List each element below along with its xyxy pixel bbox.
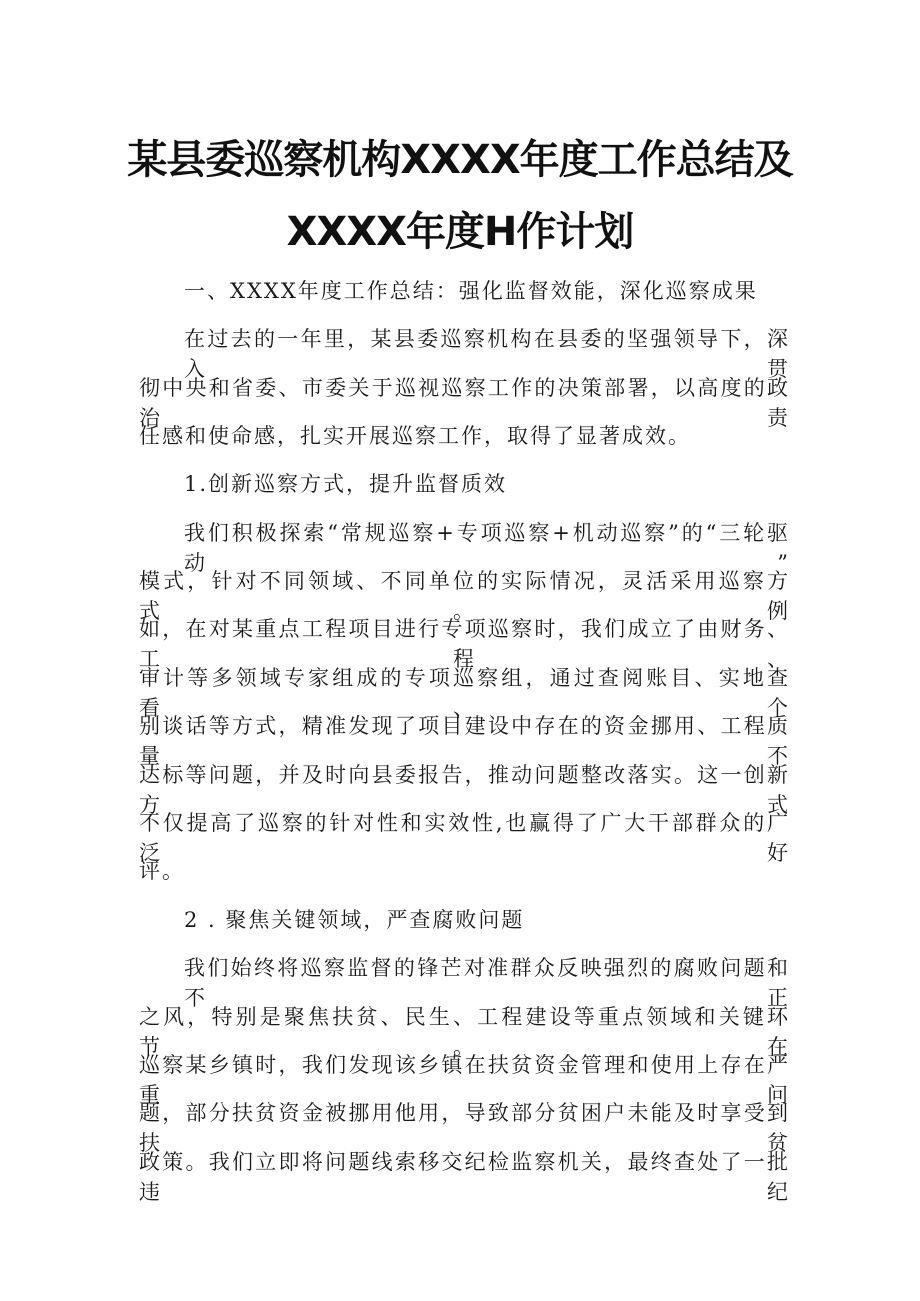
paragraph-1-line: 达标等问题，并及时向县委报告，推动问题整改落实。这一创新方式 [139, 763, 790, 817]
paragraph-1-line: 审计等多领域专家组成的专项巡察组，通过查阅账目、实地查看、个 [139, 666, 790, 720]
paragraph-1-line: 我们积极探索“常规巡察+专项巡察+机动巡察”的“三轮驱动” [184, 521, 790, 575]
intro-paragraph-line: 任感和使命感，扎实开展巡察工作，取得了显著成效。 [139, 424, 691, 448]
paragraph-2-line: 题，部分扶贫资金被挪用他用，导致部分贫困户未能及时享受到扶贫 [139, 1101, 790, 1155]
document-title-line-1: 某县委巡察机构XXXX年度工作总结及 [127, 137, 793, 183]
intro-paragraph-line: 彻中央和省委、市委关于巡视巡察工作的决策部署，以高度的政治责 [139, 376, 790, 430]
paragraph-2-line: 之风，特别是聚焦扶贫、民生、工程建设等重点领域和关键环节。在 [139, 1005, 790, 1059]
paragraph-2-line: 巡察某乡镇时，我们发现该乡镇在扶贫资金管理和使用上存在严重问 [139, 1053, 790, 1107]
paragraph-2-line: 政策。我们立即将问题线索移交纪检监察机关，最终查处了一批违纪 [139, 1150, 790, 1204]
subheading-1: 1.创新巡察方式，提升监督质效 [184, 472, 508, 496]
paragraph-1-line: 模式，针对不同领域、不同单位的实际情况，灵活采用巡察方式。例 [139, 569, 790, 623]
paragraph-1-line: 不仅提高了巡察的针对性和实效性,也赢得了广大干部群众的广泛好 [139, 811, 790, 865]
paragraph-1-line: 如，在对某重点工程项目进行专项巡察时，我们成立了由财务、工程、 [139, 617, 790, 671]
paragraph-1-line: 别谈话等方式，精准发现了项目建设中存在的资金挪用、工程质量不 [139, 714, 790, 768]
section-1-heading: 一、XXXX年度工作总结：强化监督效能，深化巡察成果 [184, 279, 758, 303]
paragraph-1-line: 评。 [139, 859, 185, 883]
subheading-2: 2 . 聚焦关键领域，严查腐败问题 [184, 908, 525, 932]
paragraph-2-line: 我们始终将巡察监督的锋芒对准群众反映强烈的腐败问题和不正 [184, 956, 790, 1010]
intro-paragraph-line: 在过去的一年里，某县委巡察机构在县委的坚强领导下，深入贯 [184, 327, 790, 381]
document-title-line-2: XXXX年度H作计划 [286, 209, 634, 255]
